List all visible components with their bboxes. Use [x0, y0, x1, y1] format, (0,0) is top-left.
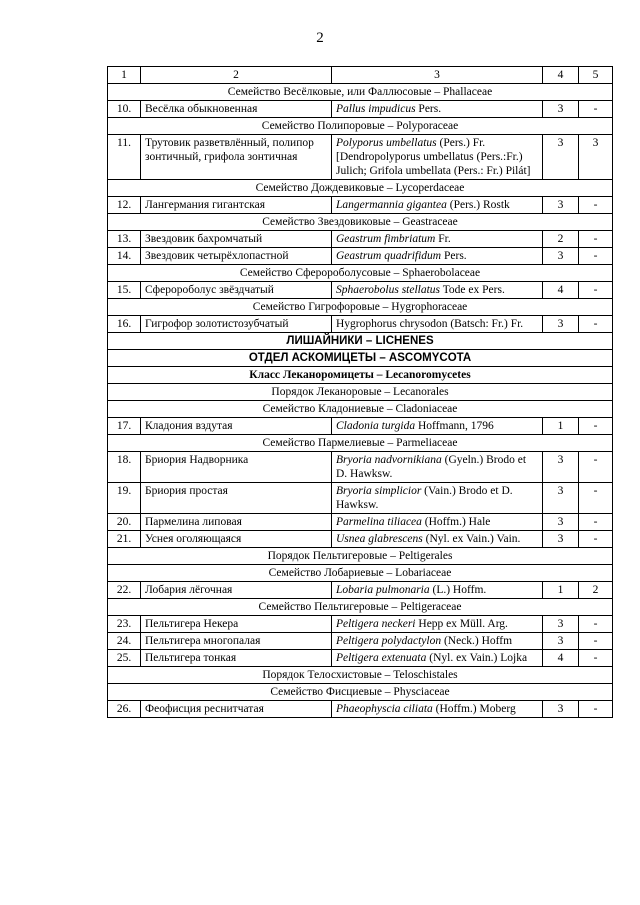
latin-genus-species: Langermannia gigantea	[336, 199, 447, 211]
group-heading: Семейство Звездовиковые – Geastraceae	[108, 214, 613, 231]
species-row	[108, 248, 613, 265]
category-col-5: -	[579, 101, 613, 118]
category-col-5: 3	[579, 135, 613, 180]
latin-authority: (Nyl. ex Vain.) Lojka	[426, 652, 528, 664]
species-russian-name: Сферороболус звёздчатый	[141, 282, 332, 299]
species-row	[108, 282, 613, 299]
latin-authority: Hoffmann, 1796	[415, 420, 494, 432]
group-heading: Семейство Фисциевые – Physciaceae	[108, 684, 613, 701]
latin-authority: Hepp ex Müll. Arg.	[415, 618, 508, 630]
category-col-5: -	[579, 514, 613, 531]
species-latin-name	[332, 282, 543, 299]
species-number: 11.	[108, 135, 141, 180]
species-russian-name: Трутовик разветвлённый, полипор зонтичный, грифола зонтичная	[141, 135, 332, 180]
latin-genus-species: Geastrum quadrifidum	[336, 250, 442, 262]
category-col-5: -	[579, 701, 613, 718]
species-russian-name: Лангермания гигантская	[141, 197, 332, 214]
latin-authority: (Pers.) Fr. [Dendropolyporus umbellatus (Pers.:Fr.) Julich; Grifola umbellata (Pers.: Fr.) Pilát]	[336, 137, 531, 177]
category-col-5: -	[579, 633, 613, 650]
header-col-1: 1	[108, 67, 141, 84]
species-row	[108, 316, 613, 333]
group-row	[108, 548, 613, 565]
category-col-4: 4	[543, 650, 579, 667]
latin-genus-species: Cladonia turgida	[336, 420, 416, 432]
species-russian-name: Бриория простая	[141, 483, 332, 514]
latin-genus-species: Peltigera polydactylon	[336, 635, 442, 647]
species-latin-name	[332, 197, 543, 214]
latin-authority: (Neck.) Hoffm	[441, 635, 513, 647]
latin-authority: (L.) Hoffm.	[429, 584, 487, 596]
latin-authority: (Hoffm.) Hale	[421, 516, 491, 528]
species-number: 25.	[108, 650, 141, 667]
group-heading: Семейство Пармелиевые – Parmeliaceae	[108, 435, 613, 452]
species-number: 23.	[108, 616, 141, 633]
group-row	[108, 299, 613, 316]
species-russian-name: Пельтигера Некера	[141, 616, 332, 633]
species-russian-name: Кладония вздутая	[141, 418, 332, 435]
category-col-4: 3	[543, 248, 579, 265]
latin-authority: (Nyl. ex Vain.) Vain.	[422, 533, 521, 545]
species-russian-name: Лобария лёгочная	[141, 582, 332, 599]
species-number: 17.	[108, 418, 141, 435]
category-col-4: 3	[543, 135, 579, 180]
species-russian-name: Уснея оголяющаяся	[141, 531, 332, 548]
species-row	[108, 582, 613, 599]
latin-genus-species: Bryoria nadvornikiana	[336, 454, 442, 466]
species-row	[108, 418, 613, 435]
species-russian-name: Пельтигера тонкая	[141, 650, 332, 667]
category-col-4: 3	[543, 514, 579, 531]
latin-authority: (Vain.) Brodo et D. Hawksw.	[336, 485, 513, 511]
group-heading: Семейство Весёлковые, или Фаллюсовые – Phallaceae	[108, 84, 613, 101]
group-heading: Семейство Пельтигеровые – Peltigeraceae	[108, 599, 613, 616]
species-russian-name: Весёлка обыкновенная	[141, 101, 332, 118]
group-row	[108, 214, 613, 231]
species-row	[108, 231, 613, 248]
header-col-4: 4	[543, 67, 579, 84]
group-row	[108, 265, 613, 282]
species-number: 15.	[108, 282, 141, 299]
header-row	[108, 67, 613, 84]
species-number: 26.	[108, 701, 141, 718]
species-latin-name	[332, 633, 543, 650]
species-number: 19.	[108, 483, 141, 514]
group-heading: Класс Леканоромицеты – Lecanoromycetes	[108, 367, 613, 384]
species-row	[108, 616, 613, 633]
species-russian-name: Феофисция реснитчатая	[141, 701, 332, 718]
category-col-5: -	[579, 231, 613, 248]
category-col-4: 3	[543, 452, 579, 483]
species-latin-name	[332, 101, 543, 118]
group-row	[108, 565, 613, 582]
group-row	[108, 401, 613, 418]
species-latin-name	[332, 582, 543, 599]
group-row	[108, 435, 613, 452]
header-col-5: 5	[579, 67, 613, 84]
species-number: 10.	[108, 101, 141, 118]
group-heading: Семейство Сферороболусовые – Sphaerobolaceae	[108, 265, 613, 282]
category-col-5: -	[579, 316, 613, 333]
page-number: 2	[316, 30, 324, 46]
species-row	[108, 531, 613, 548]
species-table	[107, 66, 613, 718]
category-col-4: 3	[543, 531, 579, 548]
group-row	[108, 180, 613, 197]
species-russian-name: Пельтигера многопалая	[141, 633, 332, 650]
category-col-4: 3	[543, 633, 579, 650]
species-number: 18.	[108, 452, 141, 483]
species-number: 12.	[108, 197, 141, 214]
species-russian-name: Звездовик бахромчатый	[141, 231, 332, 248]
group-heading: Семейство Кладониевые – Cladoniaceae	[108, 401, 613, 418]
group-heading: Семейство Полипоровые – Polyporaceae	[108, 118, 613, 135]
group-heading: ЛИШАЙНИКИ – LICHENES	[108, 333, 613, 350]
species-number: 22.	[108, 582, 141, 599]
category-col-5: -	[579, 282, 613, 299]
latin-authority: (Hoffm.) Moberg	[432, 703, 516, 715]
header-col-2: 2	[141, 67, 332, 84]
latin-genus-species: Pallus impudicus	[336, 103, 416, 115]
group-row	[108, 84, 613, 101]
group-heading: Семейство Дождевиковые – Lycoperdaceae	[108, 180, 613, 197]
species-number: 14.	[108, 248, 141, 265]
category-col-4: 3	[543, 483, 579, 514]
latin-genus-species: Bryoria simplicior	[336, 485, 422, 497]
species-row	[108, 197, 613, 214]
group-heading: Порядок Телосхистовые – Teloschistales	[108, 667, 613, 684]
species-table-body	[108, 67, 613, 718]
species-latin-name	[332, 135, 543, 180]
species-row	[108, 135, 613, 180]
category-col-5: -	[579, 248, 613, 265]
category-col-5: -	[579, 616, 613, 633]
category-col-4: 3	[543, 616, 579, 633]
species-latin-name	[332, 452, 543, 483]
latin-authority: Pers.	[441, 250, 467, 262]
species-latin-name	[332, 231, 543, 248]
species-row	[108, 701, 613, 718]
species-row	[108, 650, 613, 667]
latin-genus-species: Sphaerobolus stellatus	[336, 284, 441, 296]
species-latin-name	[332, 248, 543, 265]
species-row	[108, 483, 613, 514]
group-heading: ОТДЕЛ АСКОМИЦЕТЫ – ASCOMYCOTA	[108, 350, 613, 367]
species-row	[108, 452, 613, 483]
category-col-4: 3	[543, 316, 579, 333]
group-row	[108, 118, 613, 135]
latin-genus-species: Parmelina tiliacea	[336, 516, 422, 528]
latin-genus-species: Peltigera extenuata	[336, 652, 427, 664]
group-row	[108, 684, 613, 701]
group-heading: Порядок Леканоровые – Lecanorales	[108, 384, 613, 401]
species-number: 16.	[108, 316, 141, 333]
species-latin-name	[332, 316, 543, 333]
category-col-4: 3	[543, 101, 579, 118]
category-col-4: 3	[543, 197, 579, 214]
category-col-5: -	[579, 452, 613, 483]
latin-genus-species: Lobaria pulmonaria	[336, 584, 430, 596]
latin-genus-species: Peltigera neckeri	[336, 618, 416, 630]
category-col-5: -	[579, 531, 613, 548]
species-number: 24.	[108, 633, 141, 650]
group-row	[108, 599, 613, 616]
group-heading: Семейство Лобариевые – Lobariaceae	[108, 565, 613, 582]
species-russian-name: Звездовик четырёхлопастной	[141, 248, 332, 265]
category-col-5: -	[579, 197, 613, 214]
category-col-4: 1	[543, 418, 579, 435]
category-col-4: 3	[543, 701, 579, 718]
species-russian-name: Бриория Надворника	[141, 452, 332, 483]
latin-authority: (Gyeln.) Brodo et D. Hawksw.	[336, 454, 527, 480]
group-heading: Семейство Гигрофоровые – Hygrophoraceae	[108, 299, 613, 316]
group-row	[108, 667, 613, 684]
category-col-5: -	[579, 483, 613, 514]
species-number: 13.	[108, 231, 141, 248]
species-row	[108, 514, 613, 531]
species-row	[108, 633, 613, 650]
latin-genus-species: Geastrum fimbriatum	[336, 233, 436, 245]
group-row	[108, 367, 613, 384]
category-col-5: -	[579, 418, 613, 435]
category-col-4: 4	[543, 282, 579, 299]
category-col-5: -	[579, 650, 613, 667]
category-col-5: 2	[579, 582, 613, 599]
category-col-4: 2	[543, 231, 579, 248]
species-latin-name	[332, 701, 543, 718]
species-latin-name	[332, 650, 543, 667]
species-latin-name	[332, 483, 543, 514]
latin-genus-species: Polyporus umbellatus	[336, 137, 437, 149]
species-russian-name: Пармелина липовая	[141, 514, 332, 531]
latin-authority: Hygrophorus chrysodon (Batsch: Fr.) Fr.	[336, 318, 524, 330]
species-row	[108, 101, 613, 118]
latin-authority: Tode ex Pers.	[440, 284, 505, 296]
species-latin-name	[332, 531, 543, 548]
species-number: 20.	[108, 514, 141, 531]
group-row	[108, 350, 613, 367]
species-number: 21.	[108, 531, 141, 548]
species-latin-name	[332, 616, 543, 633]
species-latin-name	[332, 418, 543, 435]
latin-genus-species: Phaeophyscia ciliata	[336, 703, 433, 715]
group-row	[108, 333, 613, 350]
latin-genus-species: Usnea glabrescens	[336, 533, 423, 545]
header-col-3: 3	[332, 67, 543, 84]
category-col-4: 1	[543, 582, 579, 599]
group-row	[108, 384, 613, 401]
group-heading: Порядок Пельтигеровые – Peltigerales	[108, 548, 613, 565]
latin-authority: Fr.	[435, 233, 451, 245]
latin-authority: (Pers.) Rostk	[446, 199, 510, 211]
species-latin-name	[332, 514, 543, 531]
latin-authority: Pers.	[415, 103, 442, 115]
species-russian-name: Гигрофор золотистозубчатый	[141, 316, 332, 333]
